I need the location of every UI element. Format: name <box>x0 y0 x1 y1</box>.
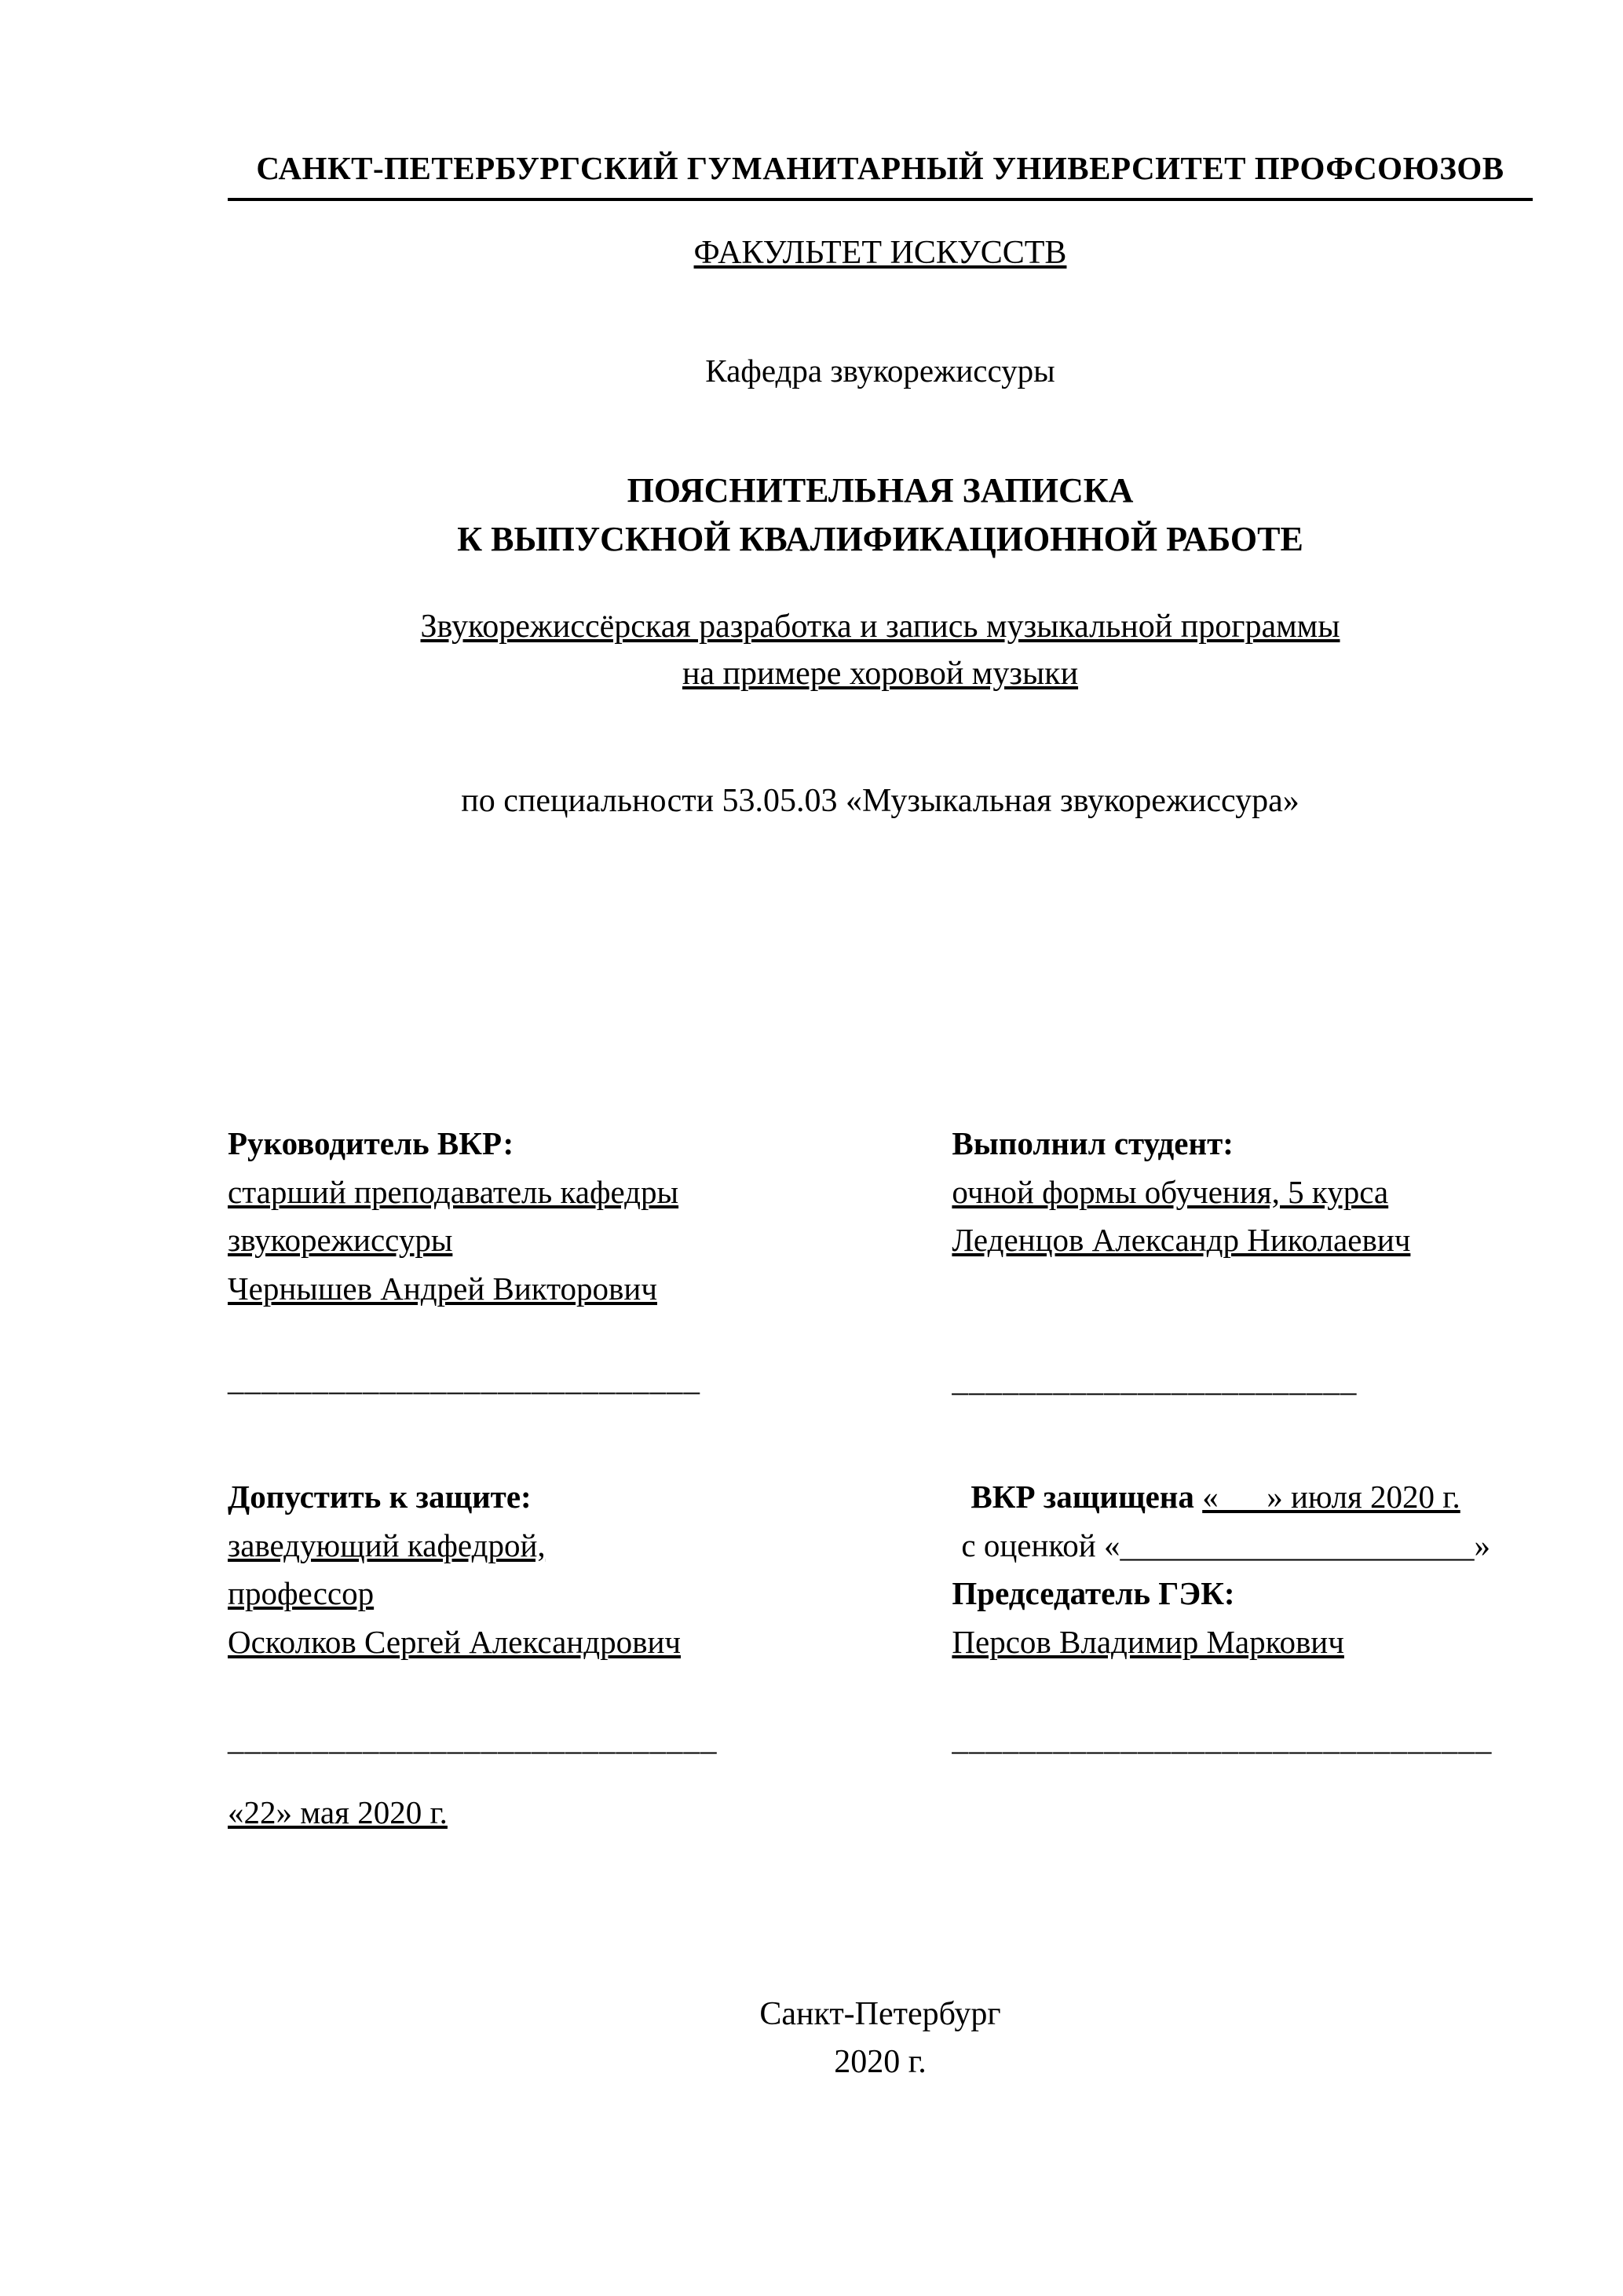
defense-signature-line: ________________________________ <box>952 1720 1493 1757</box>
defense-block <box>952 1473 1533 1837</box>
admission-signature-line: _____________________________ <box>228 1720 718 1757</box>
signatories-row-2 <box>228 1473 1533 1837</box>
department-line <box>228 352 1533 389</box>
defense-grade-line: с оценкой «______________________» <box>961 1526 1490 1563</box>
signatories-row-1 <box>228 1120 1533 1404</box>
defense-label: ВКР защищена <box>971 1479 1194 1515</box>
supervisor-name: Чернышев Андрей Викторович <box>228 1270 657 1307</box>
supervisor-signature-line: ____________________________ <box>228 1361 700 1398</box>
university-header <box>228 149 1533 201</box>
thesis-topic-line2: на примере хоровой музыки <box>682 655 1079 692</box>
student-signature-line: ________________________ <box>952 1361 1358 1398</box>
document-title-line2: К ВЫПУСКНОЙ КВАЛИФИКАЦИОННОЙ РАБОТЕ <box>457 519 1303 558</box>
document-title-line1: ПОЯСНИТЕЛЬНАЯ ЗАПИСКА <box>627 471 1134 510</box>
supervisor-position-line1: старший преподаватель кафедры <box>228 1173 679 1210</box>
student-block <box>952 1120 1533 1404</box>
document-title <box>228 466 1533 563</box>
supervisor-block <box>228 1120 952 1404</box>
defense-chair-name: Персов Владимир Маркович <box>952 1623 1344 1660</box>
admission-position-line1: заведующий кафедрой, <box>228 1526 546 1563</box>
thesis-topic-line1: Звукорежиссёрская разработка и запись музыкальной программы <box>420 609 1340 645</box>
department-name: Кафедра звукорежиссуры <box>705 353 1055 389</box>
admission-name: Осколков Сергей Александрович <box>228 1623 682 1660</box>
faculty-line <box>228 234 1533 272</box>
admission-block <box>228 1473 952 1837</box>
footer <box>228 1991 1533 2086</box>
defense-chair-label: Председатель ГЭК: <box>952 1575 1235 1612</box>
defense-date: «___» июля 2020 г. <box>1202 1479 1460 1515</box>
specialty-line <box>228 782 1533 820</box>
thesis-topic <box>228 604 1533 697</box>
student-name: Леденцов Александр Николаевич <box>952 1222 1411 1259</box>
admission-label: Допустить к защите: <box>228 1479 532 1515</box>
footer-city: Санкт-Петербург <box>759 1996 1001 2033</box>
university-name: САНКТ-ПЕТЕРБУРГСКИЙ ГУМАНИТАРНЫЙ УНИВЕРСИТЕТ ПРОФСОЮЗОВ <box>256 150 1504 186</box>
footer-year: 2020 г. <box>834 2044 927 2081</box>
faculty-name: ФАКУЛЬТЕТ ИСКУССТВ <box>693 235 1067 271</box>
supervisor-label: Руководитель ВКР: <box>228 1125 514 1162</box>
supervisor-position-line2: звукорежиссуры <box>228 1222 453 1259</box>
student-label: Выполнил студент: <box>952 1125 1234 1162</box>
admission-position-line2: профессор <box>228 1575 375 1612</box>
student-description: очной формы обучения, 5 курса <box>952 1173 1389 1210</box>
specialty-text: по специальности 53.05.03 «Музыкальная звукорежиссура» <box>461 783 1299 820</box>
admission-date: «22» мая 2020 г. <box>228 1793 448 1830</box>
